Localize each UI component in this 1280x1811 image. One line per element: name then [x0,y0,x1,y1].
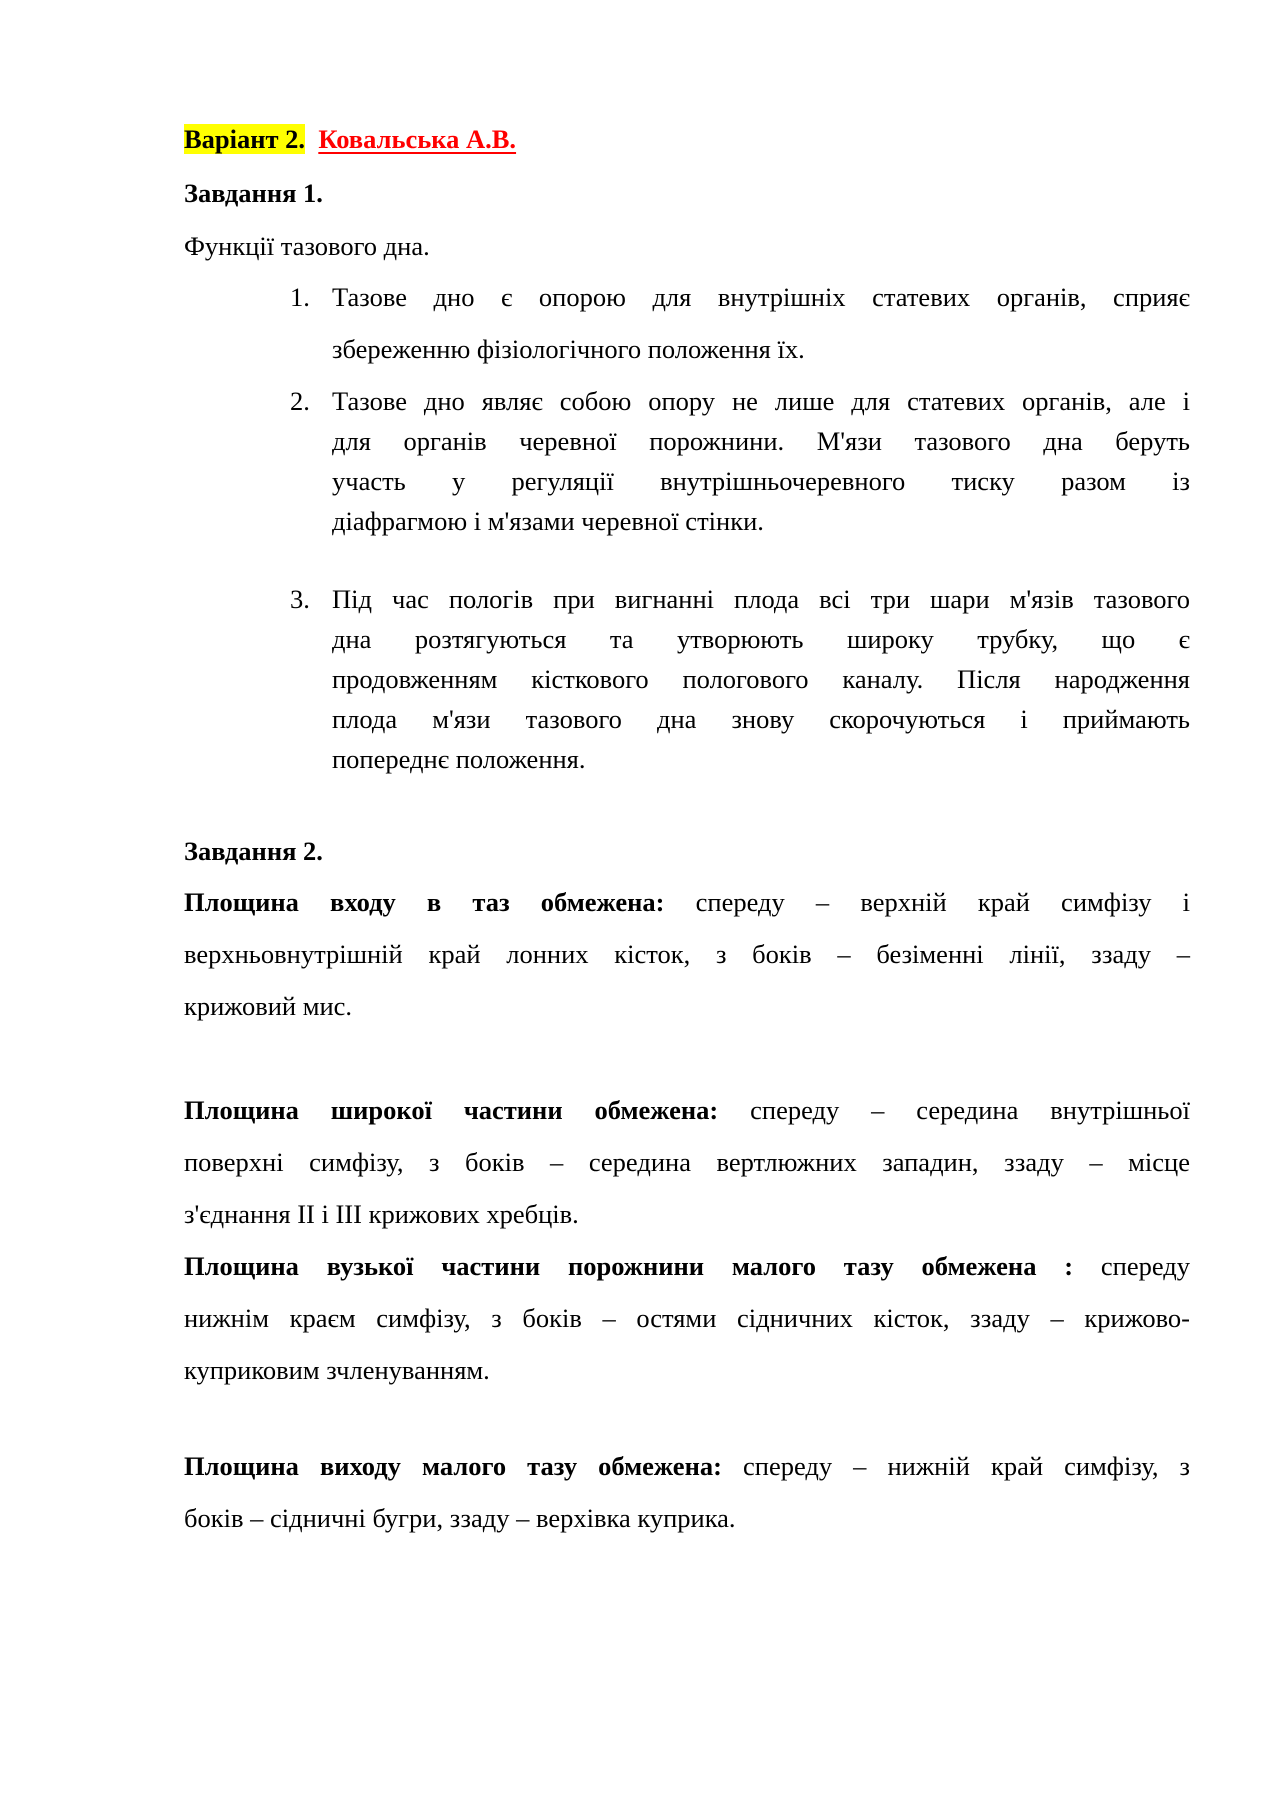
paragraph-text: спереду [1100,1251,1191,1281]
list-item-line: продовженням кісткового пологового каналу. Після народження [332,664,1190,694]
plane-entry-title: Площина входу в таз обмежена: [184,887,665,917]
author-name: Ковальська А.В. [318,124,517,154]
plane-exit-title: Площина виходу малого тазу обмежена: [184,1451,722,1481]
paragraph-text: боків – сідничні бугри, ззаду – верхівка куприка. [184,1503,736,1533]
list-item-line: Тазове дно являє собою опору не лише для статевих органів, але і [332,386,1190,416]
list-item-line: дна розтягуються та утворюють широку трубку, що є [332,624,1190,654]
list-item-line: попереднє положення. [332,744,586,774]
paragraph-text: спереду – верхній край симфізу і [695,887,1190,917]
list-item-line: Тазове дно є опорою для внутрішніх статевих органів, сприяє [332,282,1190,312]
task2-heading: Завдання 2. [184,836,323,866]
paragraph-text: куприковим зчленуванням. [184,1355,490,1385]
paragraph-text: нижнім краєм симфізу, з боків – остями сідничних кісток, ззаду – крижово- [184,1303,1190,1333]
list-item-line: діафрагмою і м'язами черевної стінки. [332,506,764,536]
list-item-line: Під час пологів при вигнанні плода всі три шари м'язів тазового [332,584,1190,614]
list-item-number: 3. [290,584,310,614]
list-item-line: плода м'язи тазового дна знову скорочуються і приймають [332,704,1190,734]
list-item-line: участь у регуляції внутрішньочеревного тиску разом із [332,466,1190,496]
task1-intro: Функції тазового дна. [184,231,430,261]
paragraph-text: з'єднання II і III крижових хребців. [184,1199,579,1229]
variant-label: Варіант 2. [184,124,306,154]
list-item-line: для органів черевної порожнини. М'язи тазового дна беруть [332,426,1190,456]
paragraph-text: верхньовнутрішній край лонних кісток, з боків – безіменні лінії, ззаду – [184,939,1190,969]
list-item-number: 2. [290,386,310,416]
plane-narrow-title: Площина вузької частини порожнини малого тазу обмежена : [184,1251,1074,1281]
paragraph-text: крижовий мис. [184,991,353,1021]
list-item-line: збереженню фізіологічного положення їх. [332,334,805,364]
paragraph-text: спереду – нижній край симфізу, з [743,1451,1191,1481]
list-item-number: 1. [290,282,310,312]
task1-heading: Завдання 1. [184,178,323,208]
paragraph-text: поверхні симфізу, з боків – середина вертлюжних западин, ззаду – місце [184,1147,1190,1177]
paragraph-text: спереду – середина внутрішньої [750,1095,1191,1125]
plane-wide-title: Площина широкої частини обмежена: [184,1095,719,1125]
variant-header [184,124,516,155]
